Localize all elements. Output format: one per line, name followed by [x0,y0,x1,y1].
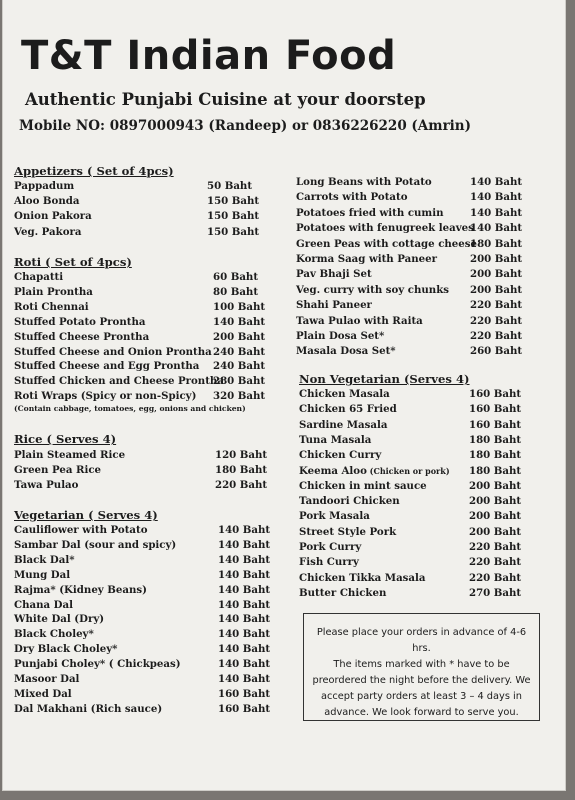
menu-item-price: 180 Baht [469,449,522,462]
notice-line: The items marked with * have to be [333,659,510,670]
menu-item-name: Tandoori Chicken [299,495,400,508]
menu-item-price: 140 Baht [218,583,271,596]
menu-item-name: Rajma* (Kidney Beans) [14,583,147,596]
menu-item-price: 220 Baht [470,330,523,342]
menu-item-name: Cauliflower with Potato [14,524,148,536]
menu-item-price: 140 Baht [218,568,271,581]
menu-item-name: White Dal (Dry) [14,613,105,626]
menu-item-price: 80 Baht [213,285,259,298]
menu-item-name: Keema Aloo (Chicken or pork) [299,464,450,477]
menu-item-name: Butter Chicken [299,586,387,599]
section-heading-rice: Rice ( Serves 4) [14,432,117,446]
menu-item-price: 140 Baht [218,553,271,566]
menu-item-price: 140 Baht [470,206,523,219]
menu-item-name: Roti Chennai [14,300,89,313]
menu-item-price: 200 Baht [213,330,266,343]
menu-item-price: 100 Baht [213,300,266,313]
section-heading-vegetarian: Vegetarian ( Serves 4) [14,508,158,522]
roti-wraps-note: (Contain cabbage, tomatoes, egg, onions and chicken) [14,404,246,413]
menu-item-price: 50 Baht [207,180,253,192]
menu-item-price: 180 Baht [215,464,268,477]
menu-item-name: Masoor Dal [14,673,80,685]
menu-item-name: Plain Steamed Rice [14,449,126,461]
menu-item-name: Mung Dal [14,568,71,581]
menu-item-name: Roti Wraps (Spicy or non-Spicy) [14,390,197,403]
menu-item-price: 200 Baht [470,268,523,281]
menu-item-price: 200 Baht [470,253,523,265]
menu-item-price: 140 Baht [470,191,523,204]
contact-numbers: Mobile NO: 0897000943 (Randeep) or 0836226220 (Amrin) [19,118,472,134]
section-heading-roti: Roti ( Set of 4pcs) [14,255,132,269]
section-heading-non-vegetarian: Non Vegetarian (Serves 4) [299,372,470,386]
menu-item-price: 140 Baht [213,315,266,328]
menu-item-name: Green Pea Rice [14,464,102,477]
menu-item-name: Potatoes fried with cumin [296,206,444,219]
menu-item-price: 60 Baht [213,271,259,283]
menu-item-price: 220 Baht [469,541,522,553]
menu-item-price: 160 Baht [469,418,522,431]
menu-item-name: Plain Dosa Set* [296,330,385,342]
menu-item-name: Black Dal* [14,553,75,566]
menu-item-price: 140 Baht [218,628,271,641]
menu-item-name: Korma Saag with Paneer [296,253,437,265]
menu-item-price: 150 Baht [207,210,260,223]
menu-item-name: Chicken Tikka Masala [299,571,426,584]
menu-item-price: 270 Baht [469,586,522,599]
menu-item-price: 140 Baht [218,658,271,671]
menu-item-price: 180 Baht [469,433,522,446]
menu-item-price: 160 Baht [218,687,271,700]
menu-item-price: 200 Baht [469,479,522,492]
menu-sheet [3,0,565,790]
menu-item-price: 140 Baht [218,598,271,611]
menu-item-name: Dal Makhani (Rich sauce) [14,702,163,715]
menu-item-name: Aloo Bonda [14,195,80,208]
menu-item-price: 180 Baht [469,464,522,477]
menu-item-price: 120 Baht [215,449,268,461]
menu-item-price: 140 Baht [218,613,271,626]
menu-item-name: Fish Curry [299,556,359,569]
menu-item-name: Chicken Masala [299,388,390,400]
menu-item-note: (Chicken or pork) [366,465,450,476]
menu-item-name: Mixed Dal [14,687,72,700]
menu-item-price: 220 Baht [215,479,268,492]
menu-item-name: Plain Prontha [14,285,93,298]
menu-item-name: Shahi Paneer [296,299,372,312]
ordering-notice [303,613,540,721]
menu-item-price: 140 Baht [218,524,271,536]
menu-item-name: Stuffed Cheese Prontha [14,330,150,343]
menu-item-name: Dry Black Choley* [14,643,118,656]
menu-item-name: Veg. Pakora [14,225,82,238]
page-title: T&T Indian Food [21,33,397,79]
menu-item-price: 200 Baht [470,283,523,296]
menu-item-name: Green Peas with cottage cheese [296,237,477,250]
menu-item-name: Pappadum [14,180,75,192]
menu-item-price: 320 Baht [213,390,266,403]
menu-item-price: 240 Baht [213,345,266,358]
menu-item-name: Sambar Dal (sour and spicy) [14,538,177,551]
menu-item-name: Punjabi Choley* ( Chickpeas) [14,658,181,671]
menu-item-price: 160 Baht [469,388,522,400]
menu-item-price: 220 Baht [469,556,522,569]
menu-item-price: 240 Baht [213,360,266,373]
menu-item-name: Chapatti [14,271,64,283]
menu-item-name: Potatoes with fenugreek leaves [296,222,474,235]
menu-item-price: 260 Baht [470,345,523,358]
menu-item-name: Tuna Masala [299,433,372,446]
notice-line: advance. We look forward to serve you. [324,707,519,718]
menu-item-name: Chicken in mint sauce [299,479,427,492]
menu-item-price: 200 Baht [469,525,522,538]
menu-item-name: Tawa Pulao with Raita [296,314,423,327]
menu-item-name: Chicken 65 Fried [299,403,397,416]
menu-item-name: Stuffed Chicken and Cheese Prontha [14,375,224,388]
notice-line: accept party orders at least 3 – 4 days in [321,691,522,702]
menu-item-price: 200 Baht [469,495,522,508]
menu-item-price: 160 Baht [218,702,271,715]
menu-item-price: 200 Baht [469,510,522,523]
tagline: Authentic Punjabi Cuisine at your doorstep [25,90,426,109]
notice-line: Please place your orders in advance of 4-6 hrs. [316,627,527,654]
menu-item-price: 220 Baht [470,314,523,327]
menu-item-name: Pav Bhaji Set [296,268,372,281]
menu-item-name: Sardine Masala [299,418,388,431]
menu-item-price: 160 Baht [469,403,522,416]
menu-item-price: 220 Baht [470,299,523,312]
notice-line: preordered the night before the delivery. We [312,675,531,686]
section-heading-appetizers: Appetizers ( Set of 4pcs) [14,164,174,178]
menu-item-price: 220 Baht [469,571,522,584]
menu-item-name: Street Style Pork [299,525,397,538]
menu-item-price: 280 Baht [213,375,266,388]
menu-item-name: Pork Masala [299,510,370,523]
menu-item-price: 140 Baht [218,673,271,685]
menu-item-price: 140 Baht [470,176,523,188]
menu-item-name: Chana Dal [14,598,73,611]
menu-item-price: 140 Baht [218,538,271,551]
menu-item-name: Stuffed Cheese and Egg Prontha [14,360,200,373]
menu-item-price: 180 Baht [470,237,523,250]
menu-item-name: Carrots with Potato [296,191,408,204]
menu-item-name: Stuffed Cheese and Onion Prontha [14,345,212,358]
menu-item-name: Tawa Pulao [14,479,79,492]
menu-item-price: 140 Baht [218,643,271,656]
menu-item-name: Masala Dosa Set* [296,345,396,358]
menu-item-price: 140 Baht [470,222,523,235]
menu-item-name: Pork Curry [299,541,362,553]
menu-item-name: Chicken Curry [299,449,382,462]
menu-item-name: Black Choley* [14,628,94,641]
menu-item-name: Long Beans with Potato [296,176,432,188]
menu-item-price: 150 Baht [207,195,260,208]
menu-item-name: Onion Pakora [14,210,92,223]
menu-item-name: Veg. curry with soy chunks [296,283,449,296]
menu-item-price: 150 Baht [207,225,260,238]
menu-item-name: Stuffed Potato Prontha [14,315,146,328]
